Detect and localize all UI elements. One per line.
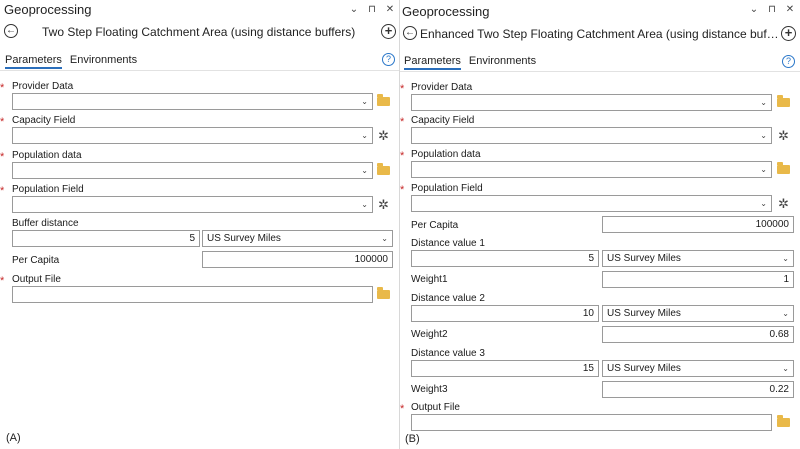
required-marker: *: [0, 275, 5, 287]
chevron-down-icon[interactable]: ⌄: [760, 199, 767, 208]
tab-divider: [400, 71, 800, 72]
window-controls: [348, 4, 396, 15]
folder-icon[interactable]: [376, 287, 391, 302]
add-icon[interactable]: +: [781, 26, 796, 41]
per-capita-value: 100000: [755, 219, 789, 230]
weight1-label: Weight1: [411, 274, 448, 285]
required-marker: *: [0, 82, 5, 94]
distance-1-unit: US Survey Miles: [607, 253, 681, 264]
chevron-down-icon[interactable]: ⌄: [361, 97, 368, 106]
chevron-down-icon[interactable]: ⌄: [760, 165, 767, 174]
tab-bar: [404, 55, 536, 70]
capacity-field-select[interactable]: [411, 127, 772, 144]
tab-bar: [5, 54, 137, 69]
figure-caption: (A): [6, 432, 21, 444]
population-data-label: Population data: [411, 149, 481, 160]
tab-divider: [0, 70, 400, 71]
distance-2-unit-select[interactable]: [602, 305, 794, 322]
distance-value-1-label: Distance value 1: [411, 238, 485, 249]
capacity-field-select[interactable]: [12, 127, 373, 144]
per-capita-label: Per Capita: [411, 220, 459, 231]
chevron-down-icon[interactable]: ⌄: [361, 200, 368, 209]
window-controls: [748, 4, 796, 15]
chevron-down-icon[interactable]: ⌄: [782, 364, 789, 373]
folder-icon[interactable]: [776, 95, 791, 110]
tab-environments[interactable]: Environments: [69, 54, 138, 66]
population-field-select[interactable]: [12, 196, 373, 213]
add-icon[interactable]: +: [381, 24, 396, 39]
folder-icon[interactable]: [376, 163, 391, 178]
gear-icon[interactable]: ✲: [778, 128, 789, 143]
tab-parameters[interactable]: Parameters: [404, 55, 461, 70]
population-field-select[interactable]: [411, 195, 772, 212]
required-marker: *: [0, 151, 5, 163]
per-capita-label: Per Capita: [12, 255, 60, 266]
folder-icon[interactable]: [776, 415, 791, 430]
buffer-distance-unit: US Survey Miles: [207, 233, 281, 244]
weight3-input[interactable]: [602, 381, 794, 398]
distance-value-3-label: Distance value 3: [411, 348, 485, 359]
distance-3-unit: US Survey Miles: [607, 363, 681, 374]
population-data-label: Population data: [12, 150, 82, 161]
weight2-input[interactable]: [602, 326, 794, 343]
provider-data-label: Provider Data: [411, 82, 473, 93]
buffer-distance-label: Buffer distance: [12, 218, 79, 229]
population-data-input[interactable]: [411, 161, 772, 178]
output-file-input[interactable]: [411, 414, 772, 431]
folder-icon[interactable]: [776, 162, 791, 177]
distance-value-2-label: Distance value 2: [411, 293, 485, 304]
tab-parameters[interactable]: Parameters: [5, 54, 62, 69]
distance-value-3: 15: [582, 363, 594, 374]
close-icon[interactable]: ✕: [385, 4, 395, 15]
output-file-label: Output File: [12, 274, 61, 285]
chevron-down-icon[interactable]: ⌄: [760, 131, 767, 140]
buffer-distance-value: 5: [189, 233, 195, 244]
distance-value-1-input[interactable]: [411, 250, 599, 267]
tool-title: Two Step Floating Catchment Area (using distance buffers): [42, 25, 356, 39]
per-capita-input[interactable]: [202, 251, 393, 268]
required-marker: *: [400, 184, 405, 196]
pin-icon[interactable]: ⊓: [768, 4, 776, 15]
tool-title: Enhanced Two Step Floating Catchment Area (using distance buf…: [420, 27, 779, 41]
folder-icon[interactable]: [376, 94, 391, 109]
chevron-down-icon[interactable]: ⌄: [361, 131, 368, 140]
distance-value-2-input[interactable]: [411, 305, 599, 322]
required-marker: *: [400, 83, 405, 95]
pin-icon[interactable]: ⊓: [368, 4, 376, 15]
chevron-down-icon[interactable]: ⌄: [782, 254, 789, 263]
weight3-label: Weight3: [411, 384, 448, 395]
help-icon[interactable]: ?: [382, 53, 395, 66]
required-marker: *: [0, 116, 5, 128]
back-arrow-icon[interactable]: ←: [6, 25, 16, 36]
gear-icon[interactable]: ✲: [378, 128, 389, 143]
provider-data-label: Provider Data: [12, 81, 74, 92]
pane-title: Geoprocessing: [4, 2, 92, 17]
options-chevron-icon[interactable]: ⌄: [749, 4, 759, 15]
tab-environments[interactable]: Environments: [468, 55, 537, 67]
weight3-value: 0.22: [769, 384, 789, 395]
output-file-input[interactable]: [12, 286, 373, 303]
buffer-distance-unit-select[interactable]: [202, 230, 393, 247]
provider-data-input[interactable]: [411, 94, 772, 111]
close-icon[interactable]: ✕: [785, 4, 795, 15]
required-marker: *: [0, 185, 5, 197]
chevron-down-icon[interactable]: ⌄: [381, 234, 388, 243]
weight1-input[interactable]: [602, 271, 794, 288]
distance-value-1: 5: [588, 253, 594, 264]
help-icon[interactable]: ?: [782, 55, 795, 68]
required-marker: *: [400, 403, 405, 415]
required-marker: *: [400, 150, 405, 162]
weight2-label: Weight2: [411, 329, 448, 340]
pane-title: Geoprocessing: [402, 4, 490, 19]
provider-data-input[interactable]: [12, 93, 373, 110]
capacity-field-label: Capacity Field: [411, 115, 475, 126]
output-file-label: Output File: [411, 402, 460, 413]
chevron-down-icon[interactable]: ⌄: [361, 166, 368, 175]
geoprocessing-pane-b: [400, 0, 800, 449]
distance-value-3-input[interactable]: [411, 360, 599, 377]
per-capita-input[interactable]: [602, 216, 794, 233]
distance-1-unit-select[interactable]: [602, 250, 794, 267]
back-arrow-icon[interactable]: ←: [405, 27, 415, 38]
buffer-distance-input[interactable]: [12, 230, 200, 247]
weight1-value: 1: [783, 274, 789, 285]
options-chevron-icon[interactable]: ⌄: [349, 4, 359, 15]
distance-3-unit-select[interactable]: [602, 360, 794, 377]
capacity-field-label: Capacity Field: [12, 115, 76, 126]
distance-2-unit: US Survey Miles: [607, 308, 681, 319]
distance-value-2: 10: [582, 308, 594, 319]
figure-caption: (B): [405, 433, 420, 445]
population-field-label: Population Field: [411, 183, 483, 194]
gear-icon[interactable]: ✲: [778, 196, 789, 211]
population-field-label: Population Field: [12, 184, 84, 195]
weight2-value: 0.68: [769, 329, 789, 340]
per-capita-value: 100000: [354, 254, 388, 265]
gear-icon[interactable]: ✲: [378, 197, 389, 212]
required-marker: *: [400, 116, 405, 128]
chevron-down-icon[interactable]: ⌄: [760, 98, 767, 107]
population-data-input[interactable]: [12, 162, 373, 179]
chevron-down-icon[interactable]: ⌄: [782, 309, 789, 318]
